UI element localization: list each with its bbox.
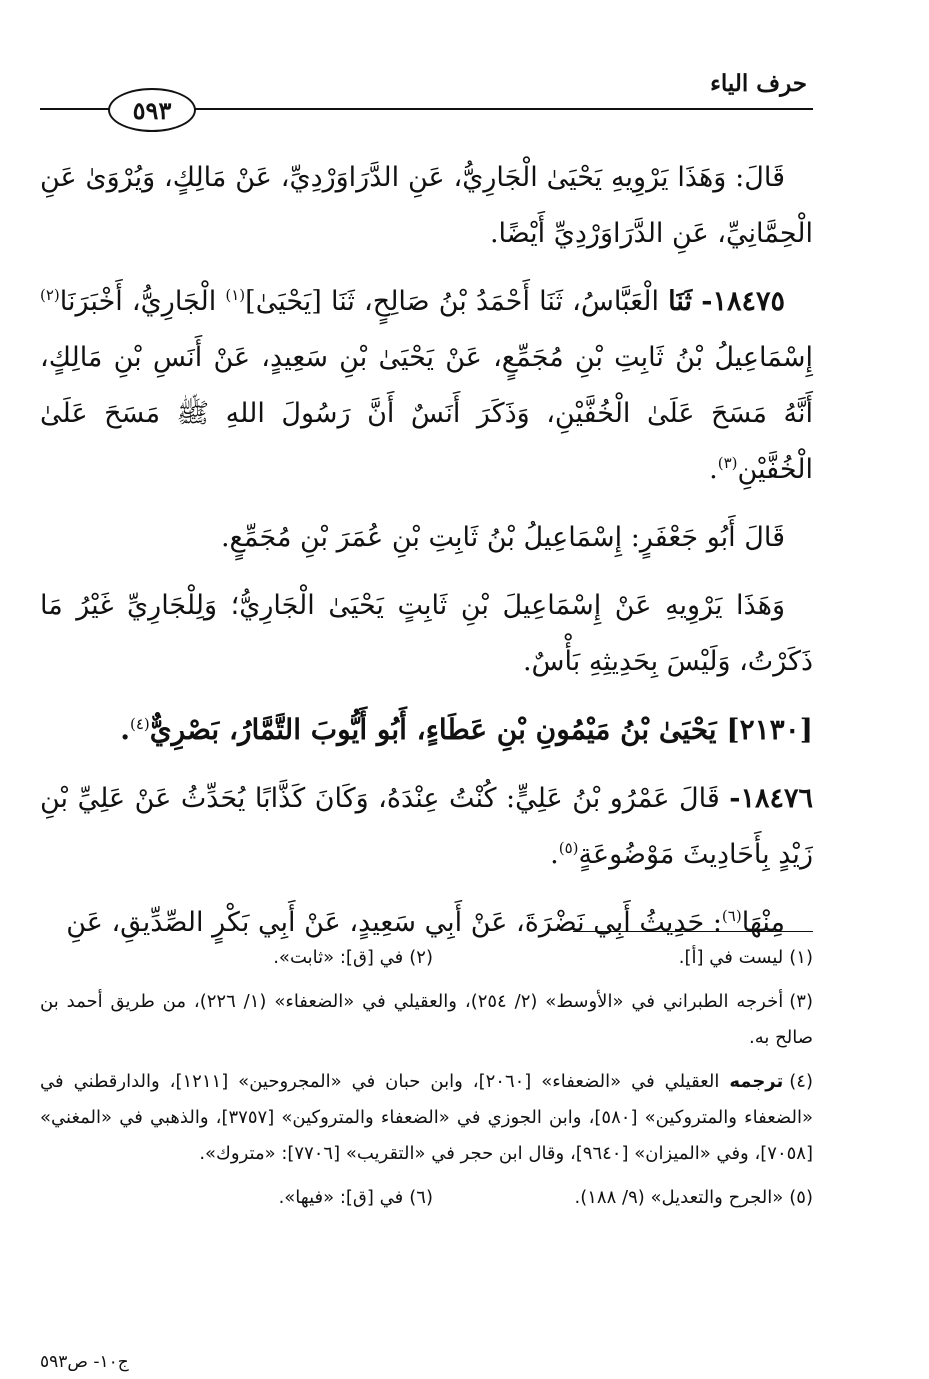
footnote-2 xyxy=(53,940,433,976)
paragraph-abu-jafar xyxy=(40,510,813,566)
footnote-number: (٥) xyxy=(789,1187,813,1208)
hadith-end: . xyxy=(709,454,718,485)
footnote-mark-1[interactable]: (١) xyxy=(225,286,246,304)
paragraph-text: قَالَ أَبُو جَعْفَرٍ: إِسْمَاعِيلُ بْنُ ثَابِتِ بْنِ عُمَرَ بْنِ مُجَمِّعٍ. xyxy=(220,522,785,553)
footnote-number: (٣) xyxy=(789,991,813,1012)
page-number-oval xyxy=(108,88,196,132)
hadith-18475 xyxy=(40,274,813,498)
paragraph-text: : حَدِيثُ أَبِي نَضْرَةَ، عَنْ أَبِي سَعِيدٍ، عَنْ أَبِي بَكْرٍ الصِّدِّيقِ، عَنِ xyxy=(66,907,722,938)
footnote-number: (٤) xyxy=(789,1071,813,1092)
hadith-number: ١٨٤٧٥- xyxy=(701,286,785,317)
hadith-18476 xyxy=(40,771,813,883)
hadith-end: . xyxy=(550,839,559,870)
hadith-number: ١٨٤٧٦- xyxy=(729,783,813,814)
footnote-3 xyxy=(40,984,813,1056)
footnote-row xyxy=(40,1180,813,1216)
footnote-text: «الجرح والتعديل» (٩/ ١٨٨). xyxy=(574,1187,784,1208)
footnote-mark-3[interactable]: (٣) xyxy=(717,454,738,472)
biography-heading xyxy=(40,702,813,759)
paragraph-opening xyxy=(40,150,813,262)
footnote-text: في [ق]: «ثابت». xyxy=(273,947,404,968)
footnote-lead: ترجمه xyxy=(729,1071,784,1092)
footnote-row xyxy=(40,940,813,976)
footnote-number: (٢) xyxy=(409,947,433,968)
biography-title: [٢١٣٠] يَحْيَىٰ بْنُ مَيْمُونِ بْنِ عَطَاءٍ، أَبُو أَيُّوبَ التَّمَّارُ، بَصْرِيٌّ xyxy=(149,713,813,746)
main-text xyxy=(40,150,813,963)
hadith-text: قَالَ عَمْرُو بْنُ عَلِيٍّ: كُنْتُ عِنْدَهُ، وَكَانَ كَذَّابًا يُحَدِّثُ عَنْ عَلِيِّ بْنِ زَيْدٍ بِأَحَادِيثَ مَوْضُوعَةٍ xyxy=(40,783,813,870)
footnote-text: العقيلي في «الضعفاء» [٢٠٦٠]، وابن حبان في «المجروحين» [١٢١١]، والدارقطني في «الضعفاء والمتروكين» [٥٨٠]، وابن الجوزي في «الضعفاء والمتروكين» [٣٧٥٧]، والذهبي في «المغني» [٧٠٥٨]، وفي «الميزان» [٩٦٤٠]، وقال ابن حجر في «التقريب» [٧٧٠٦]: «متروك». xyxy=(40,1071,813,1164)
footnote-5 xyxy=(433,1180,813,1216)
footnote-text: أخرجه الطبراني في «الأوسط» (٢/ ٢٥٤)، والعقيلي في «الضعفاء» (١/ ٢٢٦)، من طريق أحمد بن صالح به. xyxy=(40,991,813,1048)
footnote-text: ليست في [أ]. xyxy=(678,947,784,968)
paragraph-comment xyxy=(40,578,813,690)
footnote-mark-4[interactable]: (٤) xyxy=(129,715,150,733)
footnote-separator xyxy=(573,931,813,932)
paragraph-text: وَهَذَا يَرْوِيهِ عَنْ إِسْمَاعِيلَ بْنِ ثَابِتٍ يَحْيَىٰ الْجَارِيُّ؛ وَلِلْجَارِيِّ غَيْرُ مَا ذَكَرْتُ، وَلَيْسَ بِحَدِيثِهِ بَأْسٌ. xyxy=(40,590,813,677)
paragraph-text: قَالَ: وَهَذَا يَرْوِيهِ يَحْيَىٰ الْجَارِيُّ، عَنِ الدَّرَاوَرْدِيِّ، عَنْ مَالِكٍ، وَيُرْوَىٰ عَنِ الْحِمَّانِيِّ، عَنِ الدَّرَاوَرْدِيِّ أَيْضًا. xyxy=(40,162,813,249)
footnote-number: (٦) xyxy=(409,1187,433,1208)
page-number: ٥٩٣ xyxy=(132,95,172,125)
page-reference: ج١٠- ص٥٩٣ xyxy=(40,1352,129,1372)
running-head: حرف الياء xyxy=(710,70,807,97)
footnote-4 xyxy=(40,1064,813,1172)
hadith-text: إِسْمَاعِيلُ بْنُ ثَابِتِ بْنِ مُجَمِّعٍ، عَنْ يَحْيَىٰ بْنِ سَعِيدٍ، عَنْ أَنَسِ بْنِ مَالِكٍ، أَنَّهُ مَسَحَ عَلَىٰ الْخُفَّيْنِ، وَذَكَرَ أَنَسٌ أَنَّ رَسُولَ اللهِ ﷺ مَسَحَ عَلَىٰ الْخُفَّيْنِ xyxy=(40,342,813,485)
footnote-text: في [ق]: «فيها». xyxy=(278,1187,404,1208)
footnote-6 xyxy=(53,1180,433,1216)
footnote-mark-5[interactable]: (٥) xyxy=(558,839,579,857)
footnote-1 xyxy=(433,940,813,976)
biography-end: . xyxy=(120,713,130,746)
footnote-mark-6[interactable]: (٦) xyxy=(721,907,742,925)
hadith-lead: ثَنَا xyxy=(668,286,693,317)
footnote-number: (١) xyxy=(789,947,813,968)
paragraph-text: مِنْهَا xyxy=(741,907,785,938)
footnotes xyxy=(40,940,813,1224)
footnote-mark-2[interactable]: (٢) xyxy=(40,286,60,304)
hadith-text: الْجَارِيُّ، أَخْبَرَنَا xyxy=(59,286,217,317)
hadith-text: الْعَبَّاسُ، ثَنَا أَحْمَدُ بْنُ صَالِحٍ، ثَنَا [يَحْيَىٰ] xyxy=(245,286,659,317)
